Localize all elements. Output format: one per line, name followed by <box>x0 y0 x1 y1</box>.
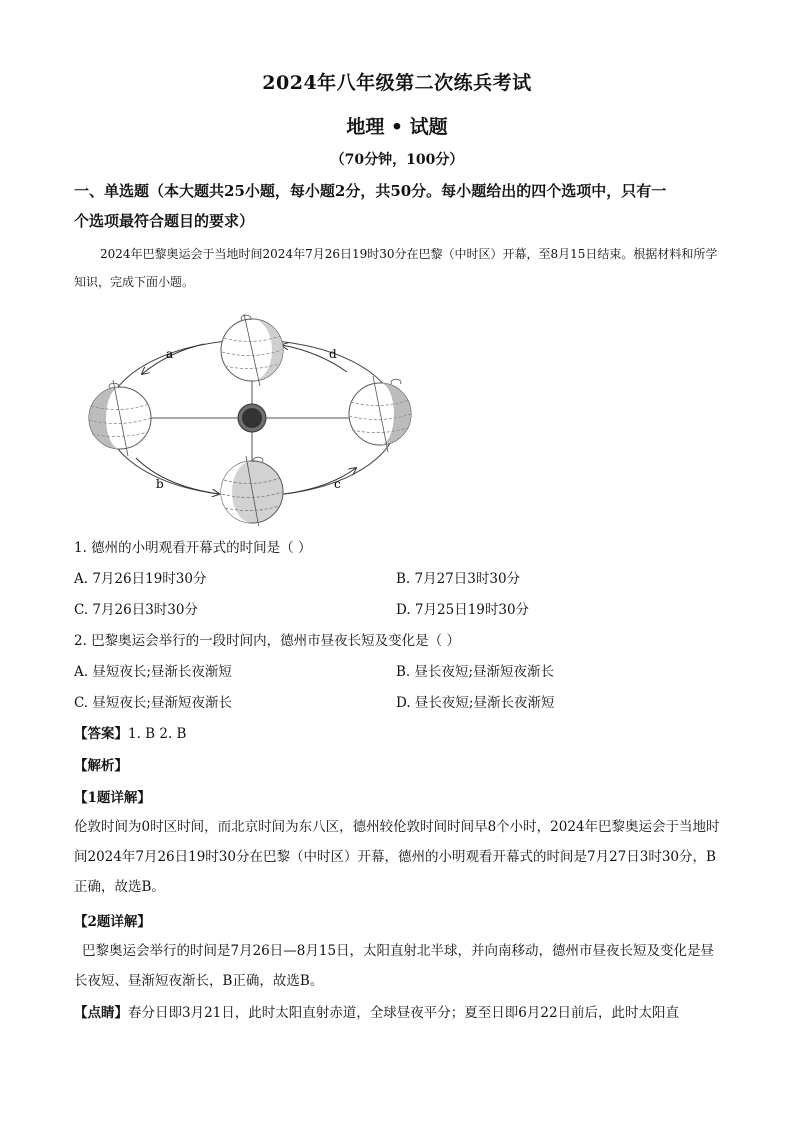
q2-option-b: B. 昼长夜短;昼渐短夜渐长 <box>396 664 555 680</box>
tip-paragraph <box>74 998 724 1028</box>
orbit-label-c: c <box>334 477 341 491</box>
earth-revolution-diagram <box>84 308 444 526</box>
q1-detail-text: 伦敦时间为0时区时间，而北京时间为东八区，德州较伦敦时间时间早8个小时，2024年巴黎奥运会于当地时间2024年7月26日19时30分在巴黎（中时区）开幕，德州的小明观看开幕式的时间是7月27日3时30分，B正确，故选B。 <box>74 819 720 895</box>
q1-option-b: B. 7月27日3时30分 <box>396 571 521 587</box>
subject-title: 地理 • 试题 <box>346 116 448 138</box>
q2-detail-text: 巴黎奥运会举行的时间是7月26日—8月15日，太阳直射北半球，并向南移动，德州市昼夜长短及变化是昼长夜短、昼渐短夜渐长，B正确，故选B。 <box>74 943 715 989</box>
section-heading-line2: 个选项最符合题目的要求） <box>74 212 255 230</box>
earth-top-icon <box>221 314 283 386</box>
question-1-stem: 1. 德州的小明观看开幕式的时间是（ ） <box>74 540 312 556</box>
question-2-stem: 2. 巴黎奥运会举行的一段时间内，德州市昼夜长短及变化是（ ） <box>74 633 460 649</box>
exam-title: 2024年八年级第二次练兵考试 <box>262 72 532 94</box>
orbit-label-a: a <box>166 347 174 361</box>
q1-option-c: C. 7月26日3时30分 <box>74 602 198 618</box>
q1-option-d: D. 7月25日19时30分 <box>396 602 530 618</box>
sun-icon <box>238 404 266 432</box>
earth-left-icon <box>89 380 151 456</box>
q2-option-d: D. 昼长夜短;昼渐长夜渐短 <box>396 695 555 711</box>
answer-line <box>74 722 186 742</box>
section-heading-line1: 一、单选题（本大题共25小题，每小题2分，共50分。每小题给出的四个选项中，只有一 <box>74 182 667 200</box>
answer-text: 1. B 2. B <box>128 726 187 742</box>
earth-bottom-icon <box>221 456 283 526</box>
q2-option-c: C. 昼短夜长;昼渐短夜渐长 <box>74 695 232 711</box>
orbit-label-b: b <box>156 477 164 491</box>
answer-label: 【答案】 <box>74 726 128 742</box>
intro-paragraph: 2024年巴黎奥运会于当地时间2024年7月26日19时30分在巴黎（中时区）开幕，至8月15日结束。根据材料和所学知识，完成下面小题。 <box>74 247 718 289</box>
time-score: （70分钟，100分） <box>330 152 464 168</box>
analysis-label: 【解析】 <box>74 758 128 774</box>
tip-label: 【点睛】 <box>74 1005 128 1021</box>
tip-text: 春分日即3月21日，此时太阳直射赤道，全球昼夜平分；夏至日即6月22日前后，此时太阳直 <box>128 1005 680 1021</box>
earth-right-icon <box>349 376 411 452</box>
q2-option-a: A. 昼短夜长;昼渐长夜渐短 <box>74 664 232 680</box>
q1-detail-label: 【1题详解】 <box>74 790 151 806</box>
orbit-label-d: d <box>329 347 337 361</box>
q2-detail-label: 【2题详解】 <box>74 914 151 930</box>
q1-option-a: A. 7月26日19时30分 <box>74 571 207 587</box>
